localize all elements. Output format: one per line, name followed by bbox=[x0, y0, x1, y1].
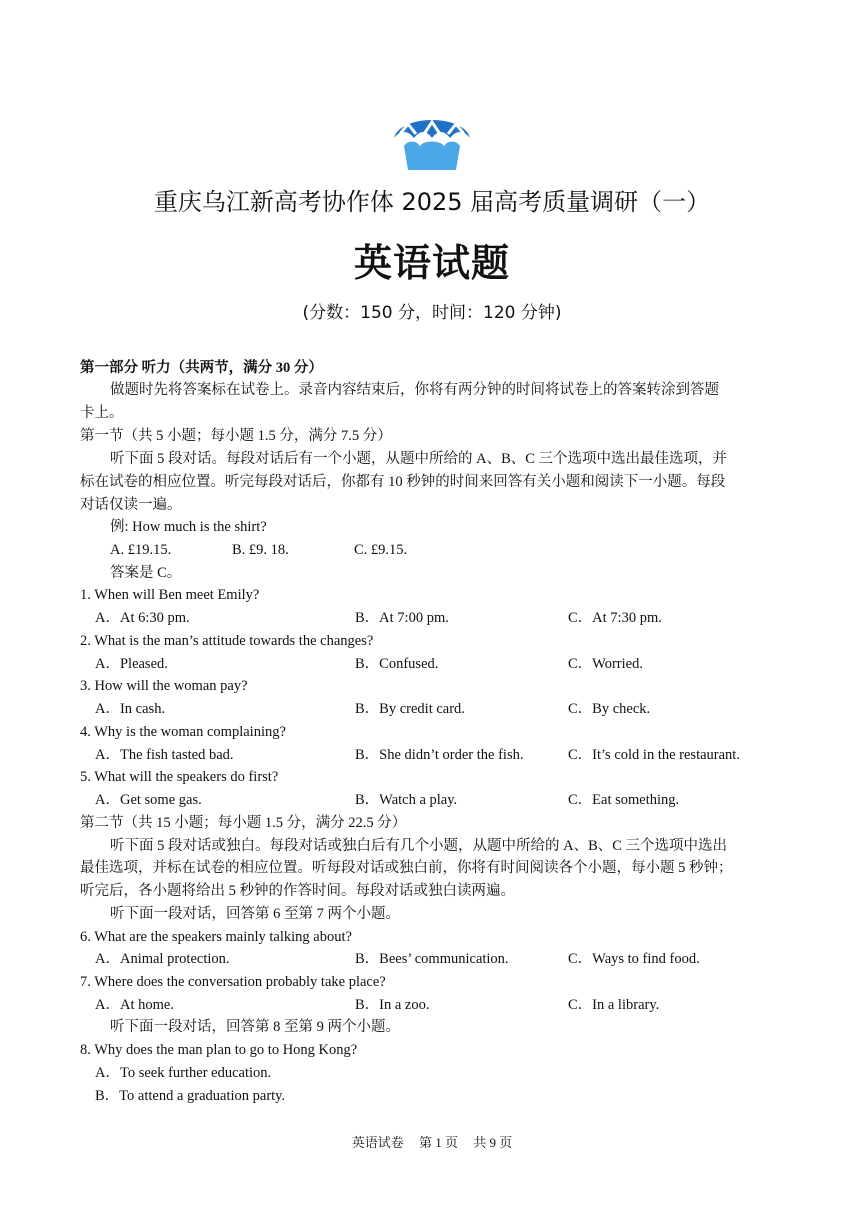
option-b: B．To attend a graduation party. bbox=[95, 1088, 286, 1104]
example-option-b: B. £9. 18. bbox=[232, 542, 289, 558]
option-a: A．Animal protection. bbox=[95, 951, 230, 967]
part1-instruction-l2: 卡上。 bbox=[80, 405, 124, 421]
option-b: B．She didn’t order the fish. bbox=[355, 747, 524, 763]
page-footer bbox=[0, 1132, 864, 1151]
part1-heading: 第一部分 听力（共两节，满分 30 分） bbox=[80, 360, 323, 376]
section2-heading: 第二节（共 15 小题；每小题 1.5 分，满分 22.5 分） bbox=[80, 815, 407, 831]
exam-title-subject: 英语试题 bbox=[353, 241, 510, 285]
section2-desc-l2: 最佳选项，并标在试卷的相应位置。听每段对话或独白前，你将有时间阅读各个小题，每小题 5 秒钟； bbox=[80, 860, 733, 876]
exam-title-line1: 重庆乌江新高考协作体 2025 届高考质量调研（一） bbox=[153, 188, 711, 216]
option-a: A．At 6:30 pm. bbox=[95, 610, 190, 626]
question-text: 1. When will Ben meet Emily? bbox=[80, 587, 260, 603]
option-c: C．In a library. bbox=[568, 997, 660, 1013]
footer-subject: 英语试卷 bbox=[351, 1135, 404, 1150]
question-text: 4. Why is the woman complaining? bbox=[80, 724, 286, 740]
section2-desc-l1: 听下面 5 段对话或独白。每段对话或独白后有几个小题，从题中所给的 A、B、C 三个选项中选出 bbox=[110, 838, 728, 854]
option-a: A．To seek further education. bbox=[95, 1065, 272, 1081]
option-c: C．By check. bbox=[568, 701, 651, 717]
option-a: A．Pleased. bbox=[95, 656, 168, 672]
question-text: 3. How will the woman pay? bbox=[80, 678, 248, 694]
option-b: B．Bees’ communication. bbox=[355, 951, 509, 967]
option-b: B．At 7:00 pm. bbox=[355, 610, 449, 626]
option-a: A．The fish tasted bad. bbox=[95, 747, 234, 763]
section1-heading: 第一节（共 5 小题；每小题 1.5 分，满分 7.5 分） bbox=[80, 428, 392, 444]
section2-desc-l3: 听完后，各小题将给出 5 秒钟的作答时间。每段对话或独白读两遍。 bbox=[80, 883, 515, 899]
example-option-c: C. £9.15. bbox=[354, 542, 408, 558]
option-c: C．It’s cold in the restaurant. bbox=[568, 747, 740, 763]
option-c: C．At 7:30 pm. bbox=[568, 610, 662, 626]
lead-6-7: 听下面一段对话，回答第 6 至第 7 两个小题。 bbox=[110, 906, 400, 922]
question-text: 8. Why does the man plan to go to Hong Kong? bbox=[80, 1042, 358, 1058]
option-b: B．By credit card. bbox=[355, 701, 465, 717]
option-c: C．Eat something. bbox=[568, 792, 680, 808]
option-c: C．Worried. bbox=[568, 656, 643, 672]
option-b: B．In a zoo. bbox=[355, 997, 430, 1013]
footer-page-number: 第 1 页 bbox=[418, 1135, 458, 1150]
footer-total-pages: 共 9 页 bbox=[473, 1135, 513, 1150]
lead-8-9: 听下面一段对话，回答第 8 至第 9 两个小题。 bbox=[110, 1019, 400, 1035]
question-text: 5. What will the speakers do first? bbox=[80, 769, 279, 785]
section1-desc-l1: 听下面 5 段对话。每段对话后有一个小题，从题中所给的 A、B、C 三个选项中选出最佳选项，并 bbox=[110, 451, 728, 467]
question-text: 7. Where does the conversation probably take place? bbox=[80, 974, 386, 990]
example-answer: 答案是 C。 bbox=[110, 565, 182, 581]
wave-logo-icon bbox=[390, 108, 474, 172]
part1-instruction-l1: 做题时先将答案标在试卷上。录音内容结束后，你将有两分钟的时间将试卷上的答案转涂到答题 bbox=[110, 382, 719, 398]
option-c: C．Ways to find food. bbox=[568, 951, 700, 967]
option-a: A．At home. bbox=[95, 997, 174, 1013]
question-text: 2. What is the man’s attitude towards the changes? bbox=[80, 633, 374, 649]
section1-desc-l2: 标在试卷的相应位置。听完每段对话后，你都有 10 秒钟的时间来回答有关小题和阅读下一小题。每段 bbox=[80, 474, 726, 490]
option-a: A．In cash. bbox=[95, 701, 166, 717]
section1-desc-l3: 对话仅读一遍。 bbox=[80, 497, 182, 513]
exam-score-time: (分数：150 分，时间：120 分钟) bbox=[302, 303, 562, 323]
option-b: B．Confused. bbox=[355, 656, 439, 672]
option-b: B．Watch a play. bbox=[355, 792, 458, 808]
example-question: 例: How much is the shirt? bbox=[110, 519, 267, 535]
example-option-a: A. £19.15. bbox=[110, 542, 172, 558]
question-text: 6. What are the speakers mainly talking about? bbox=[80, 929, 352, 945]
option-a: A．Get some gas. bbox=[95, 792, 202, 808]
